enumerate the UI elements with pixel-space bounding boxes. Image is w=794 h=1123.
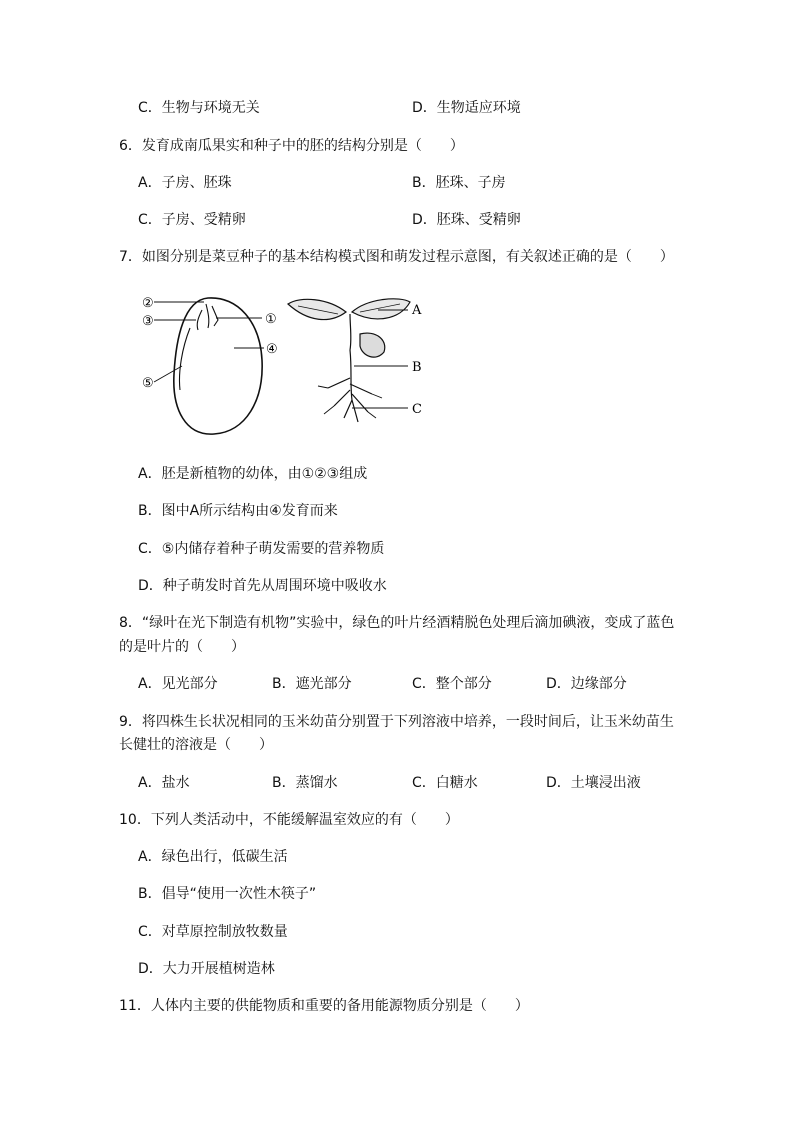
q8-option-c: C．整个部分 — [412, 676, 492, 692]
q9-option-b: B．蒸馏水 — [272, 775, 338, 791]
bean-seed-diagram — [138, 290, 438, 440]
q6-option-d: D．胚珠、受精卵 — [412, 212, 521, 228]
seed-structure-diagram — [154, 298, 264, 434]
label-2: ② — [142, 296, 154, 311]
q8-stem-line1: 8．“绿叶在光下制造有机物”实验中，绿色的叶片经酒精脱色处理后滴加碘液，变成了蓝色 — [119, 615, 675, 631]
q7-option-d: D．种子萌发时首先从周围环境中吸收水 — [138, 578, 387, 594]
q10-option-d: D．大力开展植树造林 — [138, 961, 275, 977]
q8-option-d: D．边缘部分 — [546, 676, 627, 692]
q7-option-b: B．图中A所示结构由④发育而来 — [138, 503, 338, 519]
label-3: ③ — [142, 314, 154, 329]
q9-option-c: C．白糖水 — [412, 775, 478, 791]
label-5: ⑤ — [142, 376, 154, 391]
label-a: A — [412, 303, 422, 318]
q11-stem: 11．人体内主要的供能物质和重要的备用能源物质分别是（ ） — [119, 998, 529, 1014]
q10-option-b: B．倡导“使用一次性木筷子” — [138, 886, 317, 902]
label-b: B — [412, 360, 422, 375]
q7-stem: 7．如图分别是菜豆种子的基本结构模式图和萌发过程示意图，有关叙述正确的是（ ） — [119, 249, 674, 265]
label-c: C — [412, 402, 422, 417]
q9-option-a: A．盐水 — [138, 775, 190, 791]
q6-option-c: C．子房、受精卵 — [138, 212, 246, 228]
q7-figure — [138, 290, 438, 440]
q10-option-c: C．对草原控制放牧数量 — [138, 924, 288, 940]
q10-option-a: A．绿色出行，低碳生活 — [138, 849, 288, 865]
q5-option-d: D．生物适应环境 — [412, 100, 521, 116]
q8-option-b: B．遮光部分 — [272, 676, 352, 692]
q7-option-a: A．胚是新植物的幼体，由①②③组成 — [138, 466, 368, 482]
q8-option-a: A．见光部分 — [138, 676, 218, 692]
seedling-diagram — [288, 299, 410, 422]
q9-stem-line1: 9．将四株生长状况相同的玉米幼苗分别置于下列溶液中培养，一段时间后，让玉米幼苗生 — [119, 714, 674, 730]
q9-option-d: D．土壤浸出液 — [546, 775, 641, 791]
q8-stem-line2: 的是叶片的（ ） — [119, 639, 245, 655]
q5-option-c: C．生物与环境无关 — [138, 100, 260, 116]
q6-option-b: B．胚珠、子房 — [412, 175, 506, 191]
q9-stem-line2: 长健壮的溶液是（ ） — [119, 737, 273, 753]
q6-stem: 6．发育成南瓜果实和种子中的胚的结构分别是（ ） — [119, 138, 464, 154]
q6-option-a: A．子房、胚珠 — [138, 175, 232, 191]
label-1: ① — [265, 312, 277, 327]
label-4: ④ — [266, 342, 278, 357]
q10-stem: 10．下列人类活动中，不能缓解温室效应的有（ ） — [119, 812, 459, 828]
q7-option-c: C．⑤内储存着种子萌发需要的营养物质 — [138, 541, 385, 557]
